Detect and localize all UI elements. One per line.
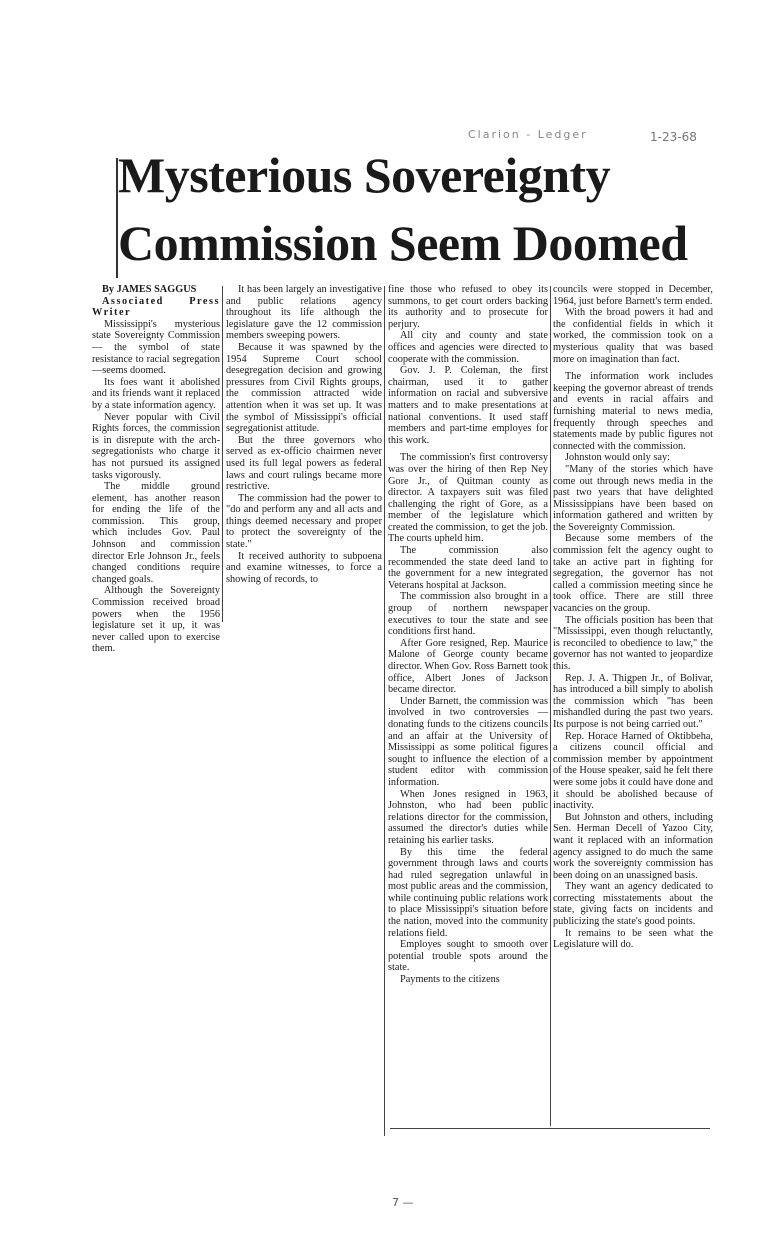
article-column-3: [388, 284, 548, 986]
paragraph: "Many of the stories which have come out through news media in the past two years that have delighted Mississippians have been based on information gathered and written by the Sovereignty Commission.: [553, 463, 713, 533]
paragraph: Rep. J. A. Thigpen Jr., of Bolivar, has introduced a bill simply to abolish the commission which "has been mishandled during the past two years. Its purpose is not being carried out.": [553, 672, 713, 730]
paragraph: The commission had the power to "do and perform any and all acts and things deemed necessary and proper to protect the sovereignty of the state.": [226, 492, 382, 551]
paragraph: Its foes want it abolished and its friends want it replaced by a state information agency.: [92, 376, 220, 411]
paragraph: The officials position has been that "Mississippi, even though reluctantly, is reconciled to obedience to law," the governor has not wanted to jeopardize this.: [553, 614, 713, 672]
headline-line-2: Commission Seem Doomed: [118, 215, 688, 271]
handwritten-date: 1-23-68: [650, 130, 697, 144]
paragraph: By this time the federal government through laws and courts had ruled segregation unlawful in most public areas and the commission, while continuing public relations work to place Mississippi's situation before the nation, moved into the community relations field.: [388, 846, 548, 939]
paragraph: Because it was spawned by the 1954 Supreme Court school desegregation decision and growing pressures from Civil Rights groups, the commission attracted wide attention when it was set up. It was the symbol of Mississippi's official segregationist attitude.: [226, 341, 382, 435]
paragraph: Mississippi's mysterious state Sovereignty Commission — the symbol of state resistance to racial segregation—seems doomed.: [92, 318, 220, 377]
byline-affiliation: Associated Press Writer: [92, 295, 220, 319]
paragraph: After Gore resigned, Rep. Maurice Malone of George county became director. When Gov. Ross Barnett took office, Albert Jones of Jackson became director.: [388, 637, 548, 696]
paragraph: Gov. J. P. Coleman, the first chairman, used it to gather information on racial and subversive matters and to make presentations at national conventions. It used staff members and part-time employes for this work.: [388, 365, 548, 446]
paragraph: But the three governors who served as ex-officio chairmen never used its full legal powers as federal laws and court rulings became more restrictive.: [226, 434, 382, 493]
paragraph: The commission also recommended the state deed land to the government for a new integrated Veterans hospital at Jackson.: [388, 545, 548, 591]
article-column-1: [92, 284, 220, 655]
paragraph: It remains to be seen what the Legislature will do.: [553, 927, 713, 951]
paragraph: Under Barnett, the commission was involved in two controversies — donating funds to the citizens councils and an affair at the University of Mississippi as some political figures sought to influence the election of a student editor with commission information.: [388, 695, 548, 788]
paragraph: It received authority to subpoena and examine witnesses, to force a showing of records, to: [226, 550, 382, 585]
paragraph: Because some members of the commission felt the agency ought to take an active part in fighting for segregation, the governor has not called a commission meeting since he took office. There are still three vacancies on the group.: [553, 533, 713, 615]
paragraph: They want an agency dedicated to correcting misstatements about the state, giving facts on incidents and publicizing the state's good points.: [553, 881, 713, 928]
paragraph: Payments to the citizens: [400, 974, 500, 986]
paragraph: Employes sought to smooth over potential trouble spots around the state.: [388, 939, 548, 974]
paragraph: All city and county and state offices and agencies were directed to cooperate with the commission.: [388, 330, 548, 365]
paragraph: councils were stopped in December, 1964, just before Barnett's term ended.: [553, 284, 713, 307]
column-rule-1: [222, 286, 223, 622]
paragraph: The middle ground element, has another reason for ending the life of the commission. This group, which includes Gov. Paul Johnson and commission director Erle Johnson Jr., feels changed conditions require changed goals.: [92, 481, 220, 585]
paragraph: When Jones resigned in 1963, Johnston, who had been public relations director for the commission, assumed the director's duties while retaining his earlier tasks.: [388, 788, 548, 846]
article-column-4: [553, 284, 713, 951]
column-rule-3: [550, 286, 551, 1126]
paragraph: The information work includes keeping the governor abreast of trends and events in racial affairs and furnishing material to news media, frequently through speeches and statements made by public figures not connected with the commission.: [553, 371, 713, 452]
bottom-rule: [390, 1128, 710, 1129]
paragraph: The commission also brought in a group of northern newspaper executives to tour the state and see conditions first hand.: [388, 591, 548, 638]
paragraph: fine those who refused to obey its summons, to get court orders backing its authority and to prosecute for perjury.: [388, 284, 548, 330]
paragraph: Although the Sovereignty Commission received broad powers when the 1956 legislature set it up, it was never called upon to exercise them.: [92, 585, 220, 655]
article-column-2: [226, 284, 382, 585]
paragraph: But Johnston and others, including Sen. Herman Decell of Yazoo City, want it replaced with an information agency assigned to do much the same work the sovereignty commission has been doing on an unassigned basis.: [553, 811, 713, 881]
paragraph: The commission's first controversy was over the hiring of then Rep Ney Gore Jr., of Quitman county as director. A taxpayers suit was filed challenging the right of Gore, as a member of the legislature which created the commission, to get the job. The courts upheld him.: [388, 452, 548, 545]
paragraph: Never popular with Civil Rights forces, the commission is in disrepute with the arch-segregationists who charge it has not pursued its assigned tasks vigorously.: [92, 411, 220, 481]
headline-line-1: Mysterious Sovereignty: [118, 147, 611, 203]
byline-author: By JAMES SAGGUS: [102, 284, 197, 295]
footer-scribble: 7 —: [392, 1196, 414, 1209]
column-rule-2: [384, 286, 385, 1136]
paragraph: Rep. Horace Harned of Oktibbeha, a citizens council official and commission member by appointment of the House speaker, said he felt there were some jobs it could have done and it should be abolished because of inactivity.: [553, 730, 713, 812]
handwritten-source-note: Clarion - Ledger: [468, 128, 588, 141]
paragraph: It has been largely an investigative and public relations agency throughout its life although the legislature gave the 12 commission members sweeping powers.: [226, 284, 382, 342]
paragraph: With the broad powers it had and the confidential fields in which it worked, the commission took on a mysterious quality that was based more on imagination than fact.: [553, 307, 713, 365]
paragraph: Johnston would only say:: [565, 452, 670, 464]
